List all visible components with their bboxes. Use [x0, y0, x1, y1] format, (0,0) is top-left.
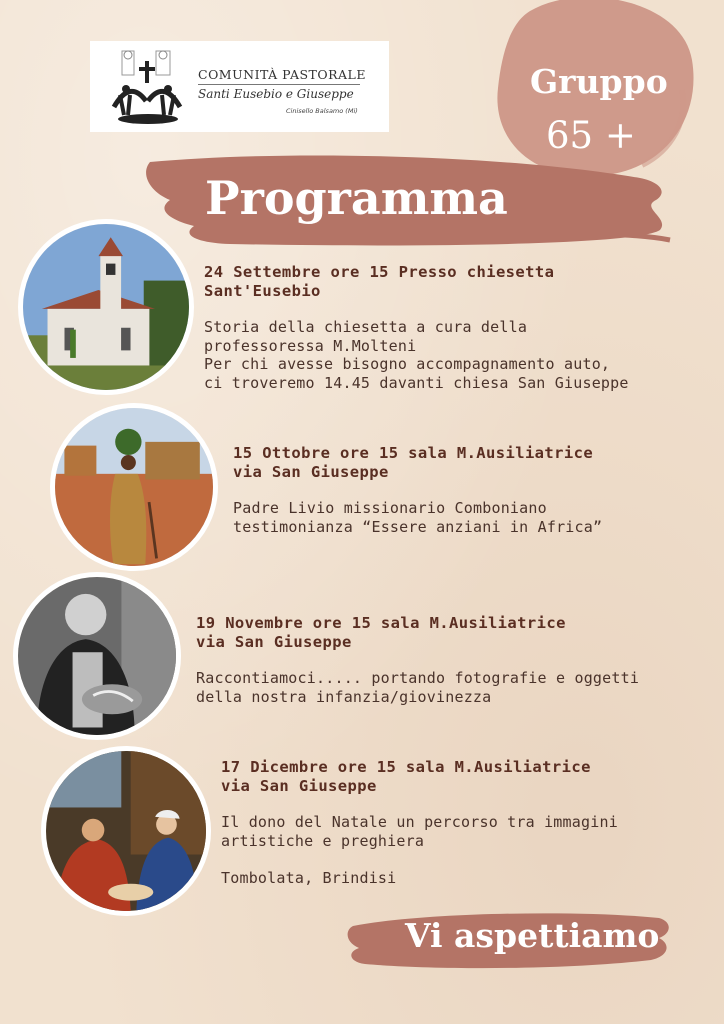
event-4-image [41, 746, 211, 916]
event-2-image [50, 403, 218, 571]
event-1-image [18, 219, 194, 395]
badge-line-2: 65 + [546, 114, 636, 157]
event-1-description: Storia della chiesetta a cura della professoressa M.Molteni Per chi avesse bisogno accompagnamento auto, ci troveremo 14.45 davanti chiesa San Giuseppe [204, 318, 629, 392]
event-4-title: 17 Dicembre ore 15 sala M.Ausiliatrice via San Giuseppe [221, 758, 591, 795]
logo-title: COMUNITÀ PASTORALE [198, 67, 366, 82]
event-2-title: 15 Ottobre ore 15 sala M.Ausiliatrice via San Giuseppe [233, 444, 594, 481]
badge-line-1: Gruppo [530, 62, 668, 101]
event-3-description: Raccontiamoci..... portando fotografie e oggetti della nostra infanzia/giovinezza [196, 669, 640, 706]
event-1-title: 24 Settembre ore 15 Presso chiesetta Sant'Eusebio [204, 263, 555, 300]
event-2-description: Padre Livio missionario Comboniano testimonianza “Essere anziani in Africa” [233, 499, 603, 536]
logo-subtitle: Santi Eusebio e Giuseppe [198, 87, 354, 101]
logo-place: Cinisello Balsamo (Mi) [286, 107, 358, 115]
parish-emblem-icon [104, 45, 194, 129]
nativity-painting-icon [46, 751, 206, 911]
parish-logo [90, 41, 389, 132]
page-title: Programma [205, 171, 508, 225]
elderly-woman-photo-icon [18, 577, 176, 735]
event-4-description: Il dono del Natale un percorso tra immagini artistiche e preghiera Tombolata, Brindisi [221, 813, 618, 887]
church-photo-icon [23, 224, 189, 390]
logo-divider [198, 84, 360, 85]
africa-photo-icon [55, 408, 213, 566]
event-3-title: 19 Novembre ore 15 sala M.Ausiliatrice via San Giuseppe [196, 614, 566, 651]
event-3-image [13, 572, 181, 740]
footer-message: Vi aspettiamo [405, 916, 660, 955]
